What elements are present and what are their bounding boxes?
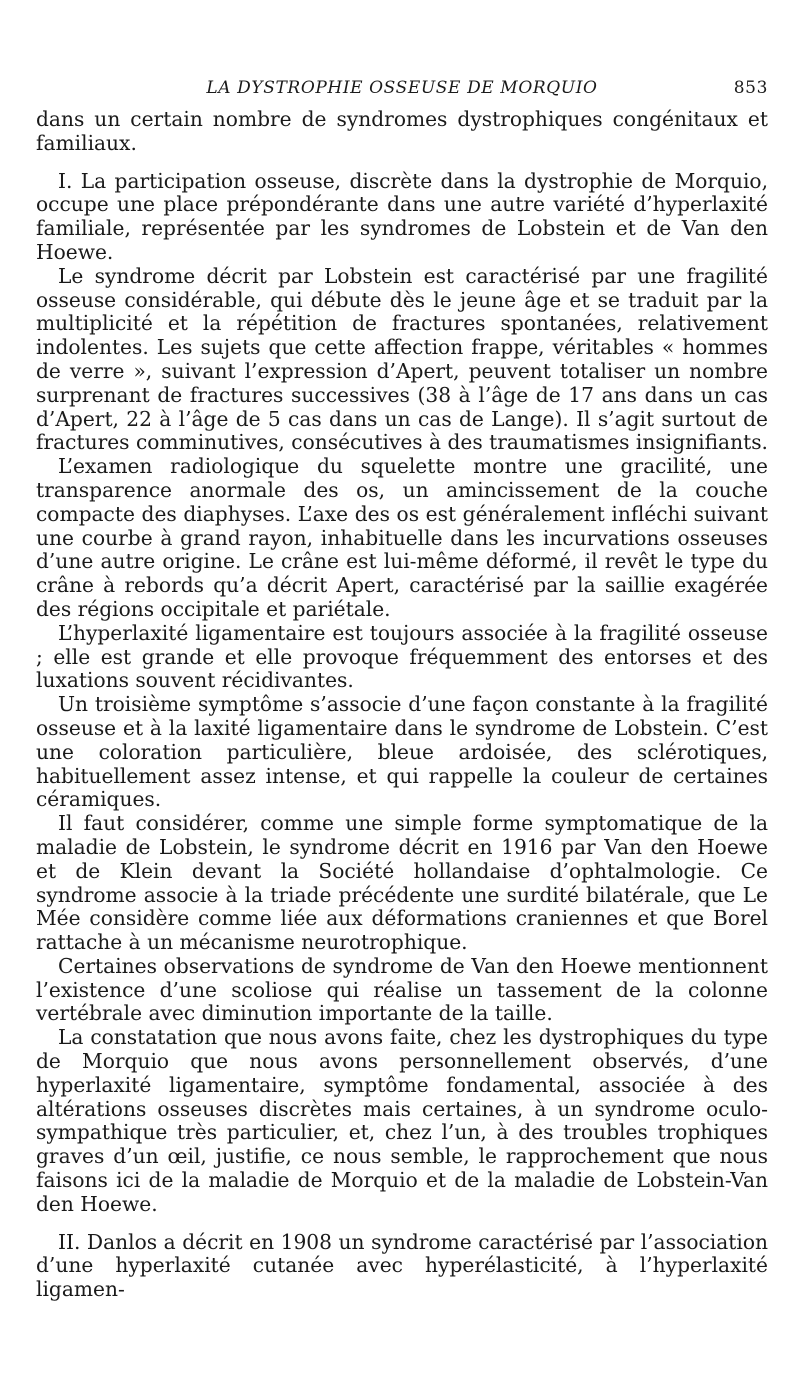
paragraph-continuation: dans un certain nombre de syndromes dystrophiques congénitaux et familiaux. — [36, 107, 768, 155]
running-header — [36, 78, 768, 108]
paragraph-ligament-laxity: L’hyperlaxité ligamentaire est toujours associée à la fragilité osseuse ; elle est grande et elle provoque fréquemment des entorses et des luxations souvent récidivantes. — [36, 620, 768, 693]
section-i-intro: I. La participation osseuse, discrète dans la dystrophie de Morquio, occupe une place prépondérante dans une autre variété d’hyperlaxité familiale, représentée par les syndromes de Lobstein et de Van den Hoewe. — [36, 168, 768, 264]
paragraph-lobstein-syndrome: Le syndrome décrit par Lobstein est caractérisé par une fragilité osseuse considérable, qui débute dès le jeune âge et se traduit par la multiplicité et la répétition de fractures spontanées, relativement indolentes. Les sujets que cette affection frappe, véritables « hommes de verre », suivant l’expression d’Apert, peuvent totaliser un nombre surprenant de fractures successives (38 à l’âge de 17 ans dans un cas d’Apert, 22 à l’âge de 5 cas dans un cas de Lange). Il s’agit surtout de fractures comminutives, consécutives à des traumatismes insignifiants. — [36, 263, 768, 455]
section-ii-danlos: II. Danlos a décrit en 1908 un syndrome caractérisé par l’association d’une hyperlaxité cutanée avec hyperélasticité, à l’hyperlaxité ligamen- — [36, 1229, 768, 1302]
page-number: 853 — [733, 78, 768, 98]
body-text — [36, 108, 768, 1302]
paragraph-van-den-hoewe: Il faut considérer, comme une simple forme symptomatique de la maladie de Lobstein, le syndrome décrit en 1916 par Van den Hoewe et de Klein devant la Société hollandaise d’ophtalmologie. Ce syndrome associe à la triade précédente une surdité bilatérale, que Le Mée considère comme liée aux déformations craniennes et que Borel rattache à un mécanisme neurotrophique. — [36, 811, 768, 955]
paragraph-morquio-comparison: La constatation que nous avons faite, chez les dystrophiques du type de Morquio que nous avons personnellement observés, d’une hyperlaxité ligamentaire, symptôme fondamental, associée à des altérations osseuses discrètes mais certaines, à un syndrome oculo-sympathique très particulier, et, chez l’un, à des troubles trophiques graves d’un œil, justifie, ce nous semble, le rapprochement que nous faisons ici de la maladie de Morquio et de la maladie de Lobstein-Van den Hoewe. — [36, 1025, 768, 1216]
paragraph-radiology: L’examen radiologique du squelette montre une gracilité, une transparence anormale des os, un amincissement de la couche compacte des diaphyses. L’axe des os est généralement infléchi suivant une courbe à grand rayon, inhabituelle dans les incurvations osseuses d’une autre origine. Le crâne est lui-même déformé, il revêt le type du crâne à rebords qu’a décrit Apert, caractérisé par la saillie exagérée des régions occipitale et pariétale. — [36, 454, 768, 621]
running-title: LA DYSTROPHIE OSSEUSE DE MORQUIO — [206, 78, 598, 98]
document-page — [36, 78, 768, 1302]
paragraph-scoliosis: Certaines observations de syndrome de Van den Hoewe mentionnent l’existence d’une scoliose qui réalise un tassement de la colonne vertébrale avec diminution importante de la taille. — [36, 953, 768, 1026]
paragraph-blue-sclera: Un troisième symptôme s’associe d’une façon constante à la fragilité osseuse et à la laxité ligamentaire dans le syndrome de Lobstein. C’est une coloration particulière, bleue ardoisée, des sclérotiques, habituellement assez intense, et qui rappelle la couleur de certaines céramiques. — [36, 692, 768, 812]
